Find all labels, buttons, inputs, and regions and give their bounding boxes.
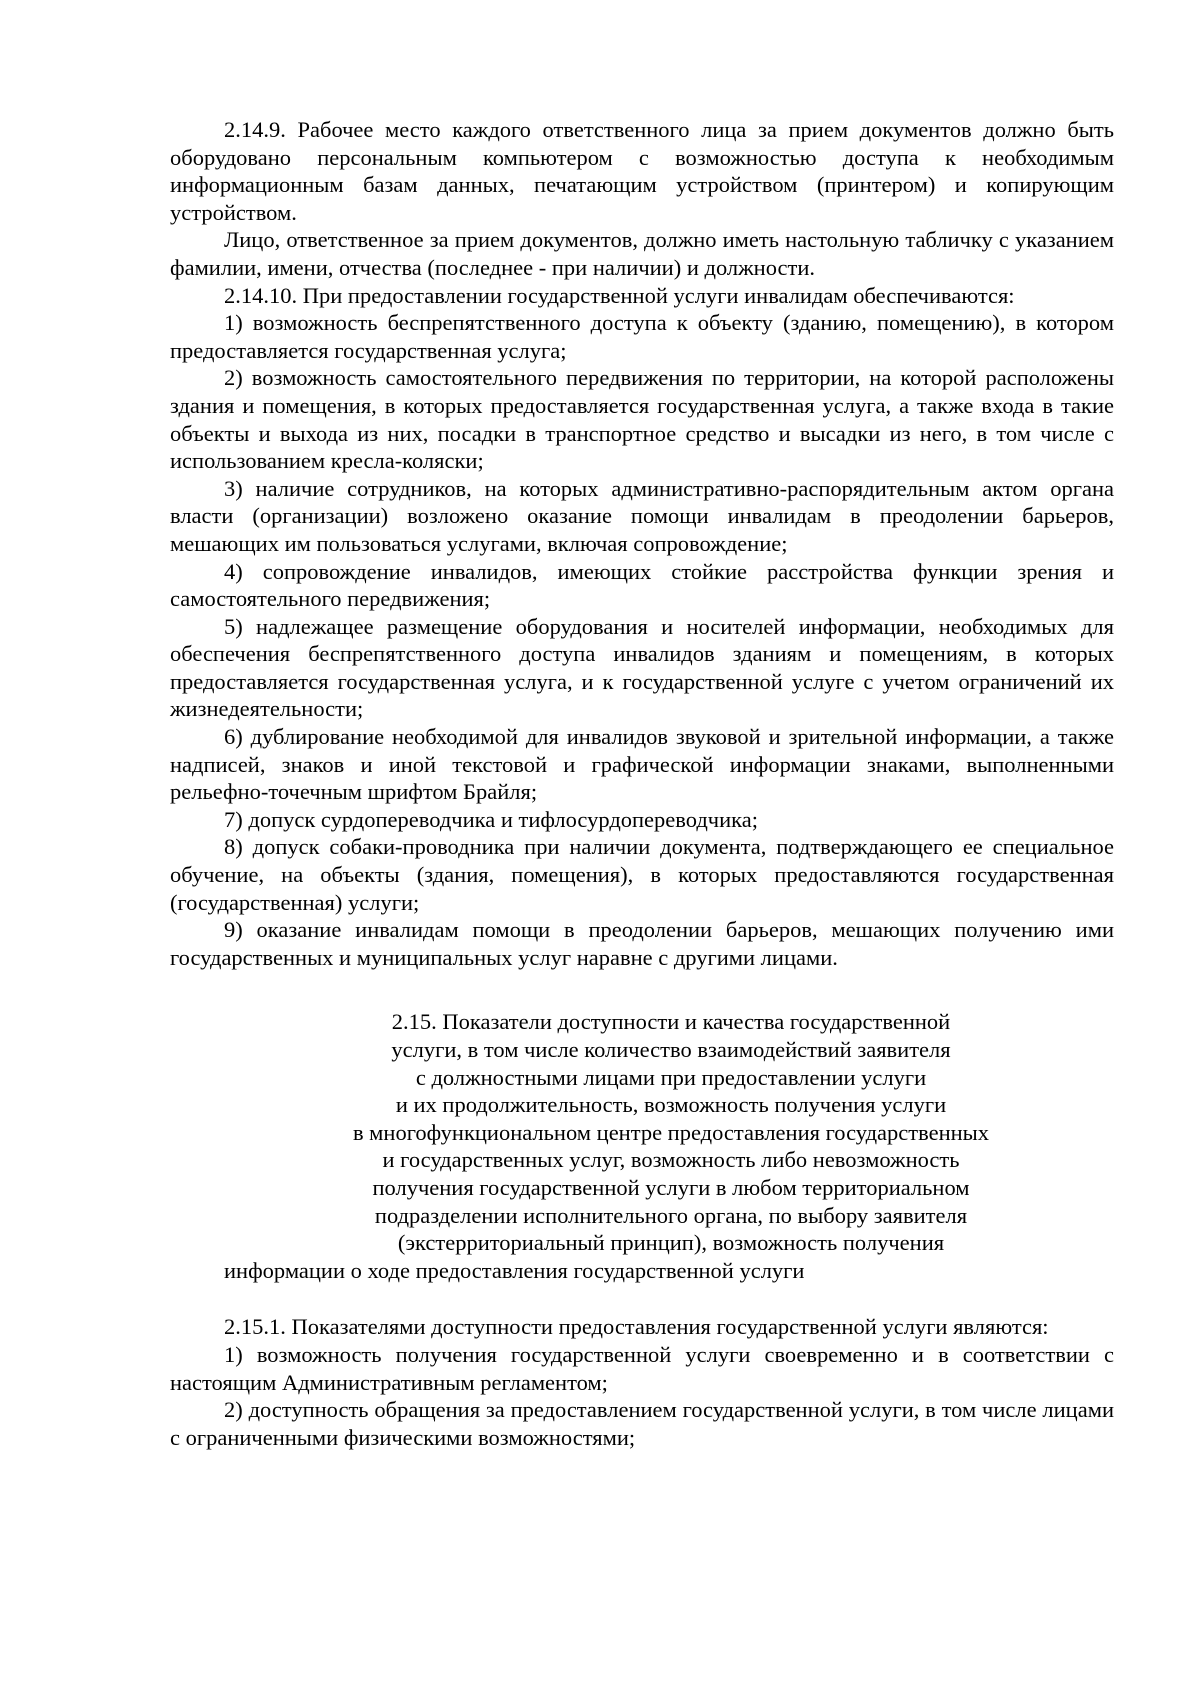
list-item-accessibility-2: 2) возможность самостоятельного передвижения по территории, на которой расположены здания и помещения, в которых предоставляется государственная услуга, а также входа в такие объекты и выхода из них, посадки в транспортное средство и высадки из него, в том числе с использованием кресла-коляски; (170, 365, 1114, 474)
list-item-accessibility-7: 7) допуск сурдопереводчика и тифлосурдопереводчика; (224, 806, 758, 832)
document-body (170, 116, 1114, 1451)
list-item-accessibility-4: 4) сопровождение инвалидов, имеющих стойкие расстройства функции зрения и самостоятельного передвижения; (170, 558, 1114, 612)
list-item-accessibility-5: 5) надлежащее размещение оборудования и носителей информации, необходимых для обеспечения беспрепятственного доступа инвалидов зданиям и помещениям, в которых предоставляется государственная услуга, и к государственной услуге с учетом ограничений их жизнедеятельности; (170, 613, 1114, 722)
paragraph-2-15-1: 2.15.1. Показателями доступности предоставления государственной услуги являются: (224, 1314, 1049, 1340)
section-heading-last-line: информации о ходе предоставления государственной услуги (224, 1257, 805, 1283)
paragraph-2-14-10: 2.14.10. При предоставлении государственной услуги инвалидам обеспечиваются: (224, 282, 1015, 308)
section-heading-line: услуги, в том числе количество взаимодействий заявителя (391, 1037, 951, 1062)
list-item-indicator-2: 2) доступность обращения за предоставлением государственной услуги, в том числе лицами с ограниченными физическими возможностями; (170, 1397, 1114, 1450)
section-heading-line: и государственных услуг, возможность либо невозможность (382, 1147, 960, 1173)
section-heading-line: и их продолжительность, возможность получения услуги (395, 1092, 947, 1118)
section-heading-line: 2.15. Показатели доступности и качества государственной (391, 1009, 951, 1035)
paragraph-2-14-9: 2.14.9. Рабочее место каждого ответственного лица за прием документов должно быть оборудовано персональным компьютером с возможностью доступа к необходимым информационным базам данных, печатающим устройством (принтером) и копирующим устройством. (170, 117, 1114, 225)
section-heading-line: в многофункциональном центре предоставления государственных (352, 1119, 990, 1145)
list-item-indicator-1: 1) возможность получения государственной услуги своевременно и в соответствии с настоящим Административным регламентом; (170, 1341, 1114, 1395)
section-heading-line: подразделении исполнительного органа, по выбору заявителя (374, 1202, 968, 1228)
section-heading-line: с должностными лицами при предоставлении услуги (415, 1064, 927, 1090)
section-heading-line: (экстерриториальный принцип), возможность получения (397, 1230, 945, 1256)
list-item-accessibility-1: 1) возможность беспрепятственного доступа к объекту (зданию, помещению), в котором предоставляется государственная услуга; (170, 310, 1114, 363)
section-heading-line: получения государственной услуги в любом территориальном (372, 1174, 970, 1200)
list-item-accessibility-8: 8) допуск собаки-проводника при наличии документа, подтверждающего ее специальное обучение, на объекты (здания, помещения), в которых предоставляются государственная (государственная) услуги; (170, 834, 1114, 915)
list-item-accessibility-6: 6) дублирование необходимой для инвалидов звуковой и зрительной информации, а также надписей, знаков и иной текстовой и графической информации знаками, выполненными рельефно-точечным шрифтом Брайля; (170, 724, 1114, 805)
paragraph-responsible-person-nameplate: Лицо, ответственное за прием документов, должно иметь настольную табличку с указанием фамилии, имени, отчества (последнее - при наличии) и должности. (170, 227, 1114, 280)
section-heading-2-15 (170, 1008, 1114, 1284)
list-item-accessibility-9: 9) оказание инвалидам помощи в преодолении барьеров, мешающих получению ими государственных и муниципальных услуг наравне с другими лицами. (170, 917, 1114, 970)
list-item-accessibility-3: 3) наличие сотрудников, на которых административно-распорядительным актом органа власти (организации) возложено оказание помощи инвалидам в преодолении барьеров, мешающих им пользоваться услугами, включая сопровождение; (170, 475, 1114, 556)
